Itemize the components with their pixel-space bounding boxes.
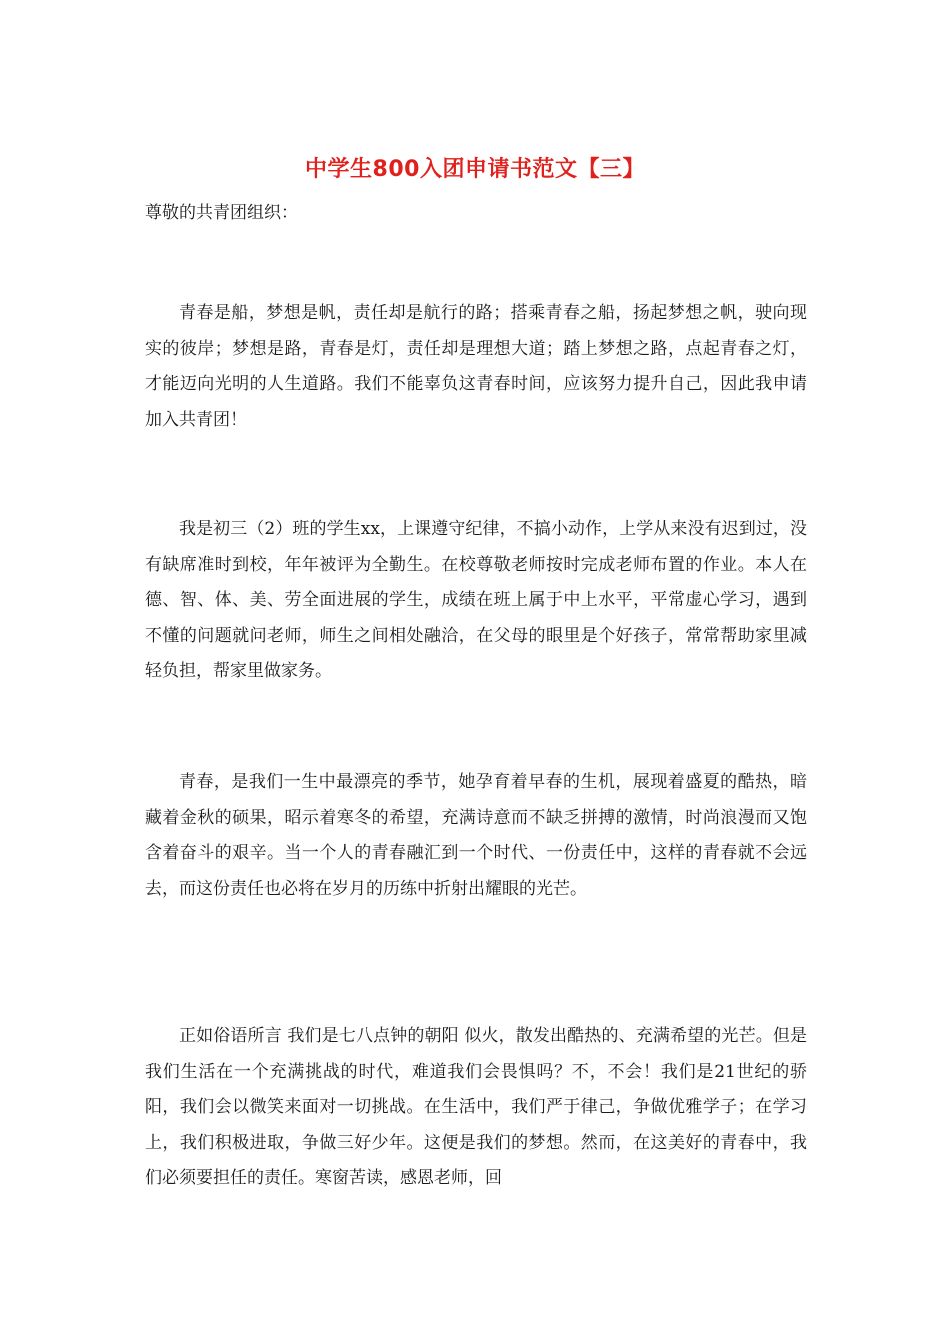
paragraph-2: 我是初三（2）班的学生xx，上课遵守纪律，不搞小动作，上学从来没有迟到过，没有缺席准时到校，年年被评为全勤生。在校尊敬老师按时完成老师布置的作业。本人在德、智、体、美、劳全面进展的学生，成绩在班上属于中上水平，平常虚心学习，遇到不懂的问题就问老师，师生之间相处融洽，在父母的眼里是个好孩子，常常帮助家里减轻负担，帮家里做家务。: [145, 519, 807, 681]
salutation: 尊敬的共青团组织：: [145, 203, 298, 223]
document-title: 中学生800入团申请书范文【三】: [305, 157, 645, 182]
paragraph-4: 正如俗语所言 我们是七八点钟的朝阳 似火，散发出酷热的、充满希望的光芒。但是我们生活在一个充满挑战的时代，难道我们会畏惧吗？不，不会！我们是21世纪的骄阳，我们会以微笑来面对一切挑战。在生活中，我们严于律己，争做优雅学子；在学习上，我们积极进取，争做三好少年。这便是我们的梦想。然而，在这美好的青春中，我们必须要担任的责任。寒窗苦读，感恩老师，回: [145, 1026, 807, 1188]
paragraph-3: 青春，是我们一生中最漂亮的季节，她孕育着早春的生机，展现着盛夏的酷热，暗藏着金秋的硕果，昭示着寒冬的希望，充满诗意而不缺乏拼搏的激情，时尚浪漫而又饱含着奋斗的艰辛。当一个人的青春融汇到一个时代、一份责任中，这样的青春就不会远去，而这份责任也必将在岁月的历练中折射出耀眼的光芒。: [145, 772, 807, 899]
paragraph-1: 青春是船，梦想是帆，责任却是航行的路；搭乘青春之船，扬起梦想之帆，驶向现实的彼岸；梦想是路，青春是灯，责任却是理想大道；踏上梦想之路，点起青春之灯，才能迈向光明的人生道路。我们不能辜负这青春时间，应该努力提升自己，因此我申请加入共青团！: [145, 303, 807, 430]
